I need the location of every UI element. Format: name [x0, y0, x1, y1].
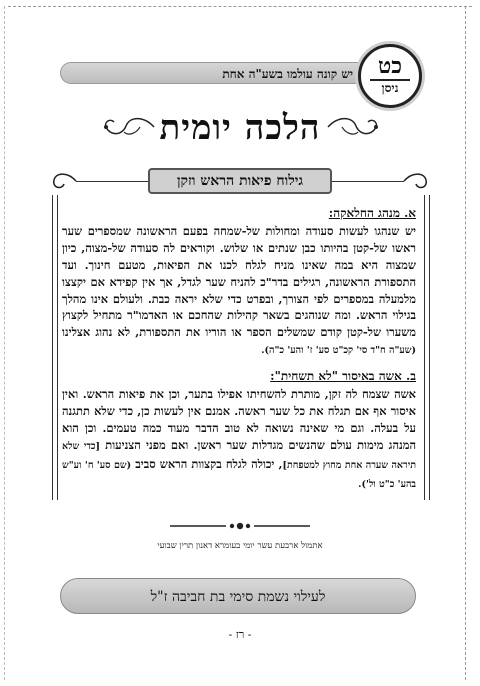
section-b-paragraph: אשה שצמח לה זקן, מותרת להשחיתו אפילו בתער, וכן את פיאות הראש. ואין איסור אף אם תגלח את כל שער ראשה. אמנם אין לעשות כן, כדי שלא תתגנה על בעלה. וגם מי שאינה נשואה לא טוב הדבר מעוד כמה טעמים. וכן הוא המנהג מימות עולם שהנשים מגדלות שער ראשן. ואם מפני הצניעות [כדי שלא תיראה שערה אחת מחוץ למטפחת], יכולה לגלח בקצוות הראש סביב (שם סע' ח' וע"ש בהע' כ"ט ול'). [62, 387, 416, 490]
flourish-right-icon [326, 112, 382, 142]
section-divider-icon [170, 520, 310, 532]
date-month: ניסן [381, 81, 399, 95]
ornament-corner-right-icon [402, 170, 430, 194]
header-banner: יש קונה עולמו בשע"ה אחת [60, 62, 400, 84]
cut-line-left [4, 6, 5, 680]
banner-rule-left [76, 181, 148, 182]
section-b-heading: ב. אשה באיסור "לא תשחית": [270, 369, 416, 384]
flourish-left-icon [100, 112, 156, 142]
date-day: כט [370, 53, 410, 81]
banner-rule-right [332, 181, 404, 182]
memorial-banner: לעילוי נשמת סימי בת חביבה ז"ל [60, 578, 416, 614]
section-title: גילוח פיאות הראש וזקן [148, 168, 332, 194]
date-badge [358, 44, 422, 108]
page-number: - רז - [228, 628, 252, 641]
ornament-corner-left-icon [50, 170, 78, 194]
section-a-reference: (שע"ה ח"ד סי' קכ"ט סע' ז' והע' כ"ה). [261, 345, 416, 357]
cut-line-top [8, 6, 472, 7]
section-a-paragraph: יש שנהגו לעשות סעודה ומחולות של-שמחה בפעם הראשונה שמספרים שער ראשו של-קטן בהיותו כבן שנתים או שלוש. וקוראים לה סעודה של-מצוה, כיון שמצוה היא במה שאינו מניח לגלח לכנו את הפיאות, מטעם חינוך. ועד התספורת הראשונה, רגילים בדר"כ להניח שער לגדל, אך אין קפידא אם יקצצו מלמעלה במספרים לפי הצורך, ובפרט כדי שלא יראה כבת. ולעולם אינו מהלך בגילוי הראש. ומה שנוהגים בשאר קהילות שהחכם או האדמו"ר מתחיל לקצוץ משערו של-קטן קודם שמשלים הספר או הוריו את התספורת, לא נהוג אצלינו (שע"ה ח"ד סי' קכ"ט סע' ז' והע' כ"ה). [62, 223, 416, 357]
page-title: הלכה יומית [159, 108, 321, 148]
omer-count: אתמול ארבעת עשר יומי בעומרא דאנון תרין שבועי [157, 541, 323, 551]
cut-line-right [465, 6, 466, 680]
frame-right [424, 195, 430, 500]
section-b-note: [כדי שלא תיראה שערה אחת מחוץ למטפחת] [62, 440, 416, 471]
article-body [62, 205, 416, 502]
section-a-heading: א. מנהג החלאקה: [328, 206, 416, 220]
section-b-reference: (שם סע' ח' וע"ש בהע' כ"ט ול'). [62, 459, 416, 490]
frame-left [52, 195, 58, 500]
